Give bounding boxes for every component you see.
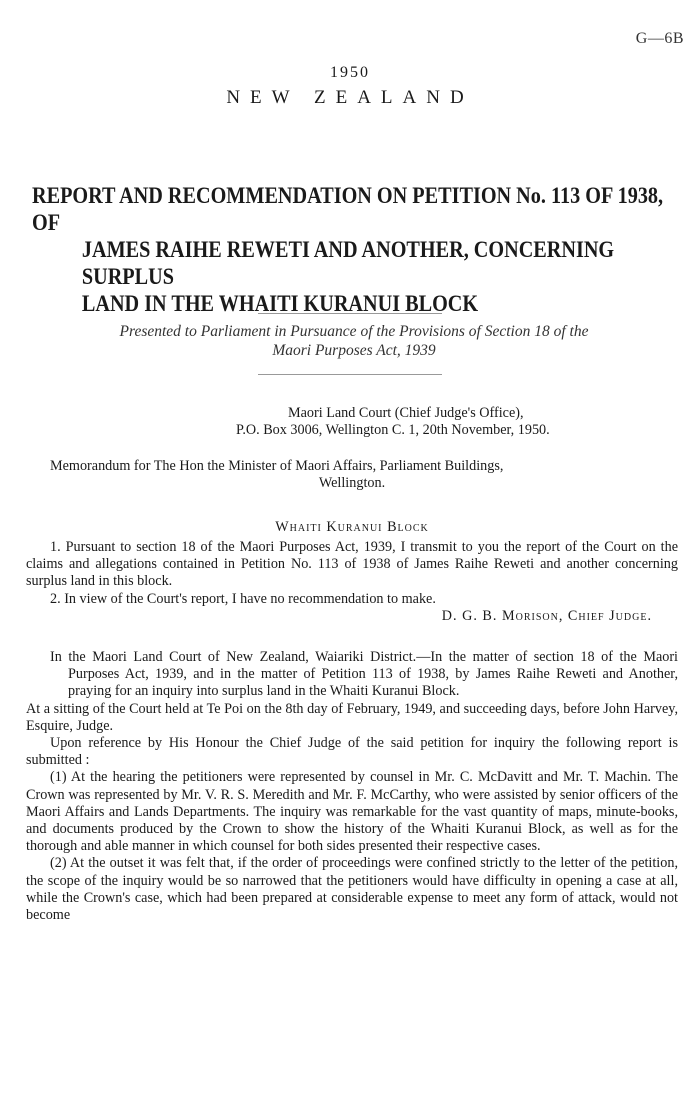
reference-paragraph: Upon reference by His Honour the Chief Judge of the said petition for inquiry the following report is submitted :	[26, 735, 678, 769]
address-line-2: P.O. Box 3006, Wellington C. 1, 20th November, 1950.	[236, 422, 550, 439]
document-year: 1950	[330, 64, 370, 81]
title-line-1: REPORT AND RECOMMENDATION ON PETITION No. 113 OF 1938, OF	[32, 183, 664, 236]
address-block	[26, 405, 678, 439]
court-heading: In the Maori Land Court of New Zealand, Waiariki District.—In the matter of section 18 of the Maori Purposes Act, 1939, and in the matter of Petition 113 of 1938, by James Raihe Reweti and Another, praying for an inquiry into surplus land in the Whaiti Kuranui Block.	[50, 649, 678, 700]
country-heading: NEW ZEALAND	[226, 87, 474, 108]
memo-paragraphs	[26, 539, 678, 625]
memo-line-1: Memorandum for The Hon the Minister of Maori Affairs, Parliament Buildings,	[50, 458, 504, 474]
item-1-paragraph: (1) At the hearing the petitioners were represented by counsel in Mr. C. McDavitt and Mr. T. Machin. The Crown was represented by Mr. V. R. S. Meredith and Mr. F. McCarthy, who were assisted by senior officers of the Maori Affairs and Lands Departments. The inquiry was remarkable for the vast quantity of maps, minute-books, and documents produced by the Crown to show the history of the Whaiti Kuranui Block, as well as for the thorough and able manner in which counsel for both sides presented their respective cases.	[26, 769, 678, 855]
report-title	[32, 183, 686, 318]
divider-top	[258, 313, 442, 314]
memo-line-2: Wellington.	[318, 475, 386, 492]
item-2-paragraph: (2) At the outset it was felt that, if the order of proceedings were confined strictly to the letter of the petition, the scope of the inquiry would be so narrowed that the petitioners would have difficulty in opening a case at all, while the Crown's case, which had been prepared at considerable expense to meet any form of attack, would not become	[26, 855, 678, 924]
presented-line-1: Presented to Parliament in Pursuance of the Provisions of Section 18 of the	[119, 323, 589, 340]
block-heading: Whaiti Kuranui Block	[275, 519, 429, 535]
memorandum	[26, 458, 678, 492]
court-record	[26, 649, 678, 924]
title-line-2: JAMES RAIHE REWETI AND ANOTHER, CONCERNING SURPLUS	[81, 237, 615, 290]
address-line-1: Maori Land Court (Chief Judge's Office),	[288, 405, 524, 421]
presented-note	[64, 322, 644, 360]
title-line-3: LAND IN THE WHAITI KURANUI BLOCK	[81, 291, 479, 317]
signature: D. G. B. Morison, Chief Judge.	[441, 607, 652, 624]
paragraph-1: 1. Pursuant to section 18 of the Maori Purposes Act, 1939, I transmit to you the report of the Court on the claims and allegations contained in Petition No. 113 of 1938 of James Raihe Reweti and another concerning surplus land in this block.	[26, 539, 678, 590]
divider-bottom	[258, 374, 442, 375]
sitting-paragraph: At a sitting of the Court held at Te Poi on the 8th day of February, 1949, and succeeding days, before John Harvey, Esquire, Judge.	[26, 700, 678, 734]
paragraph-2: 2. In view of the Court's report, I have no recommendation to make.	[50, 590, 436, 607]
presented-line-2: Maori Purposes Act, 1939	[272, 342, 436, 359]
document-code: G—6B	[635, 30, 684, 47]
